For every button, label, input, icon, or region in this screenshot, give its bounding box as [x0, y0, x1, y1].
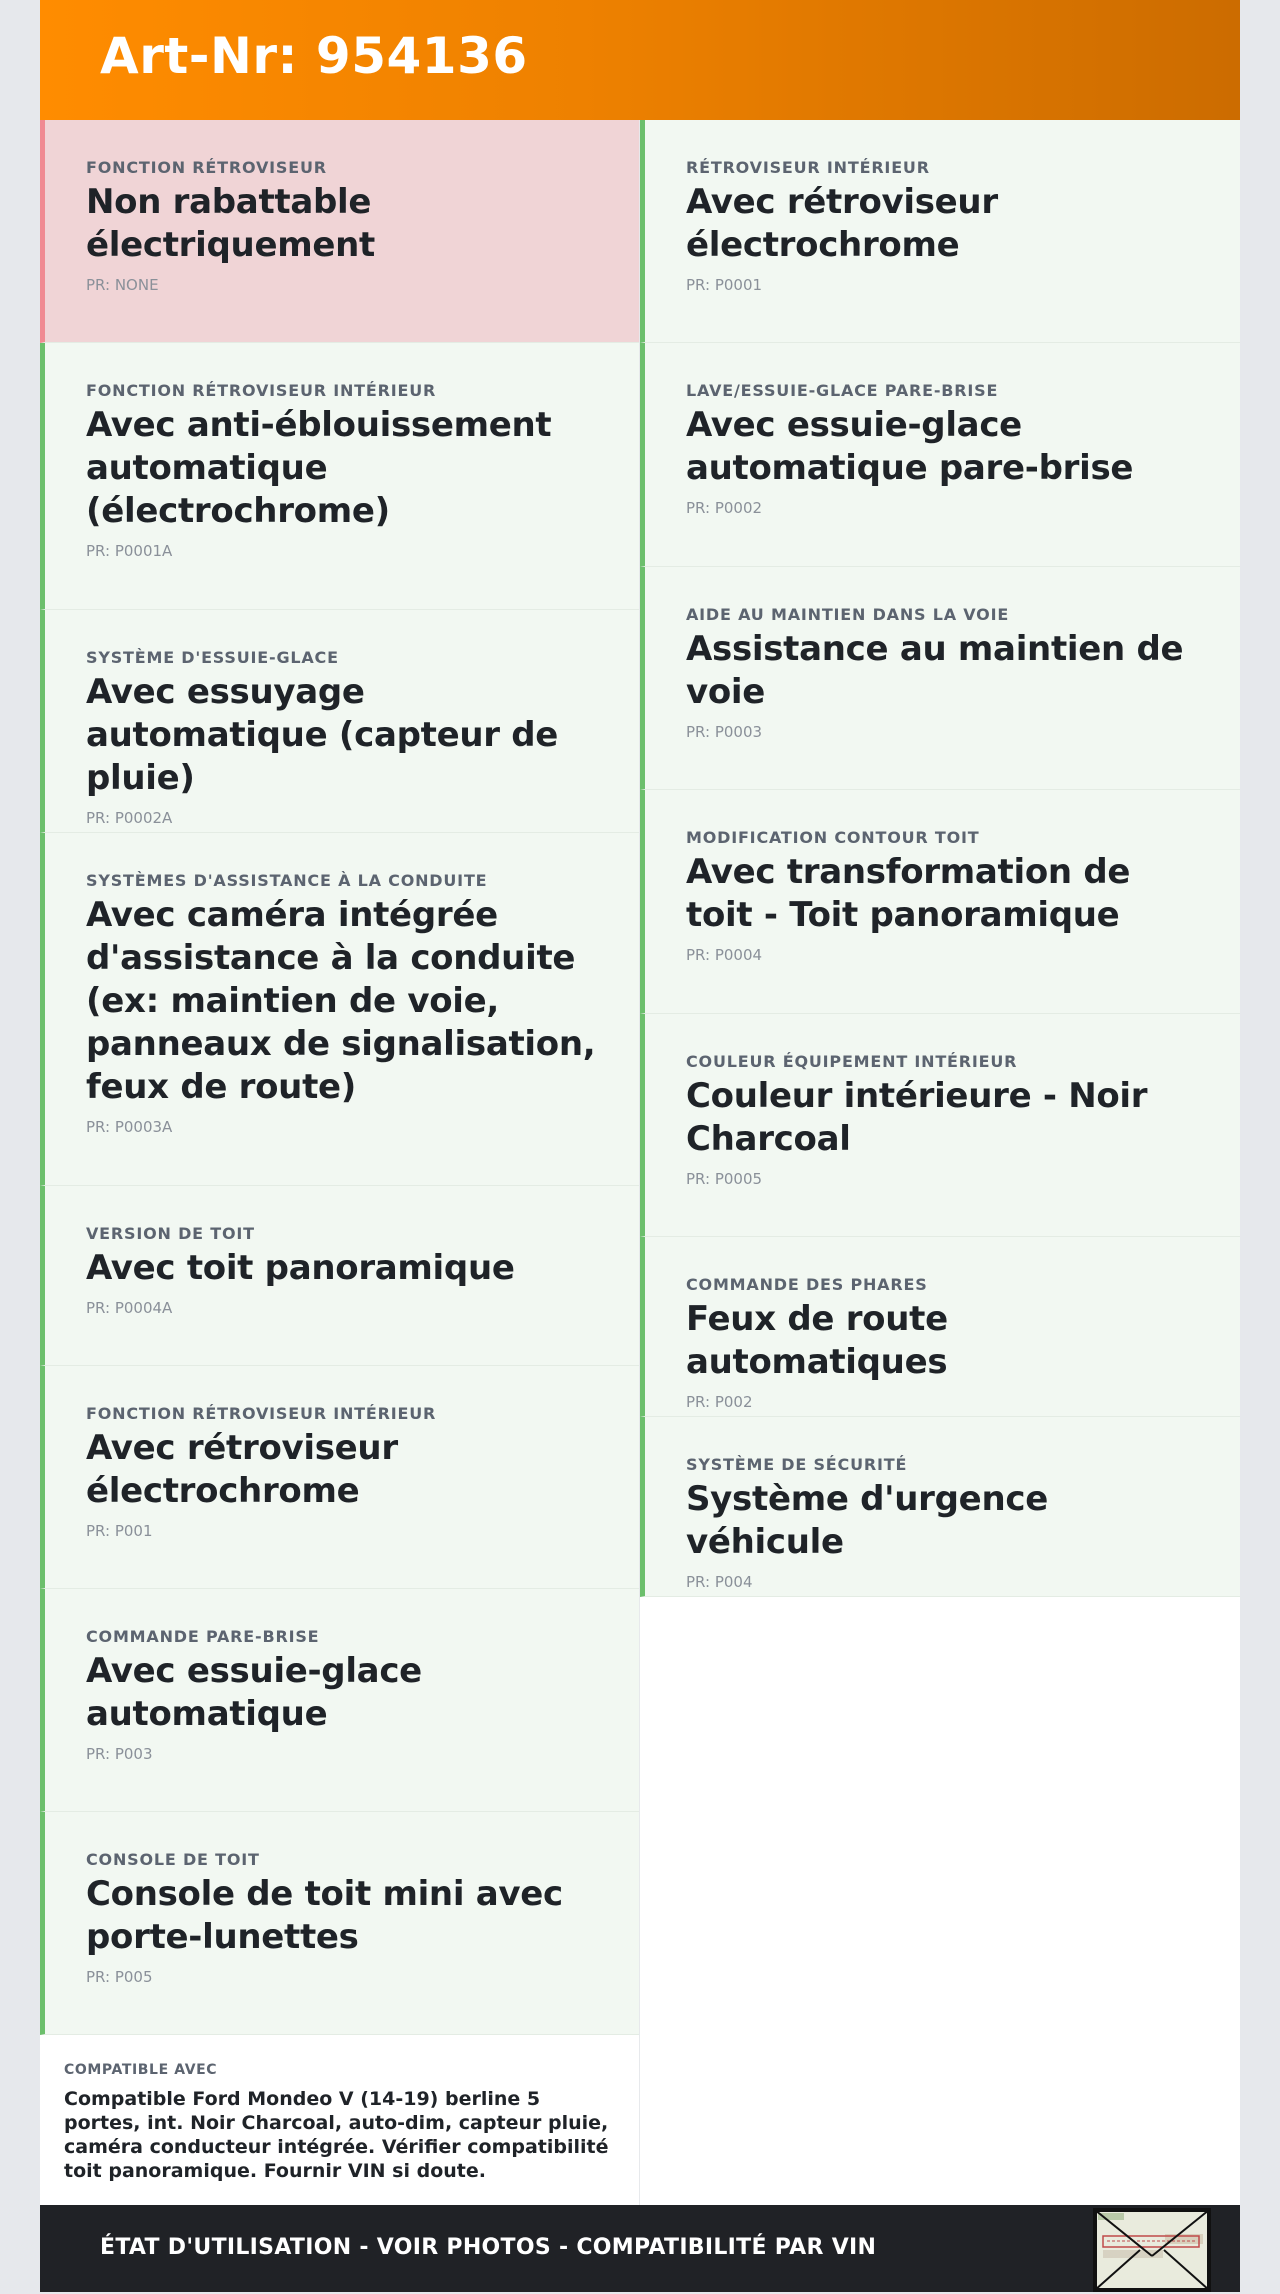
- equipment-pr-code: PR: P0003A: [86, 1118, 173, 1136]
- equipment-pr-code: PR: P001: [86, 1522, 153, 1540]
- equipment-card: [40, 343, 640, 610]
- equipment-card: [40, 833, 640, 1186]
- equipment-pr-code: PR: P004: [686, 1573, 753, 1591]
- compatibility-box: [40, 2035, 640, 2205]
- equipment-value: Avec essuyage automatique (capteur de pluie): [86, 672, 559, 798]
- equipment-pr-code: PR: NONE: [86, 276, 159, 294]
- equipment-category: FONCTION RÉTROVISEUR INTÉRIEUR: [86, 1404, 437, 1423]
- equipment-category: SYSTÈME DE SÉCURITÉ: [686, 1455, 908, 1474]
- equipment-category: MODIFICATION CONTOUR TOIT: [686, 828, 980, 847]
- article-number-title: Art-Nr: 954136: [100, 27, 528, 85]
- equipment-value: Couleur intérieure - Noir Charcoal: [686, 1076, 1148, 1159]
- equipment-card: [40, 1366, 640, 1589]
- equipment-card: [640, 120, 1240, 343]
- equipment-card: [640, 1237, 1240, 1417]
- equipment-value: Avec toit panoramique: [86, 1248, 515, 1288]
- equipment-category: RÉTROVISEUR INTÉRIEUR: [686, 158, 930, 177]
- equipment-pr-code: PR: P0001: [686, 276, 763, 294]
- equipment-card-missing: [40, 120, 640, 343]
- equipment-value: Non rabattable électriquement: [86, 182, 375, 265]
- equipment-pr-code: PR: P0001A: [86, 542, 173, 560]
- footer-text: ÉTAT D'UTILISATION - VOIR PHOTOS - COMPATIBILITÉ PAR VIN: [100, 2235, 877, 2260]
- equipment-pr-code: PR: P0002A: [86, 809, 173, 827]
- equipment-category: AIDE AU MAINTIEN DANS LA VOIE: [686, 605, 1010, 624]
- equipment-card: [640, 1014, 1240, 1237]
- equipment-value: Avec transformation de toit - Toit panoramique: [686, 852, 1131, 935]
- equipment-card: [640, 567, 1240, 790]
- equipment-category: COMMANDE PARE-BRISE: [86, 1627, 320, 1646]
- equipment-value: Avec rétroviseur électrochrome: [86, 1428, 398, 1511]
- equipment-value: Système d'urgence véhicule: [686, 1479, 1048, 1562]
- equipment-value: Avec anti-éblouissement automatique (électrochrome): [86, 405, 552, 531]
- spec-sheet: [40, 0, 1240, 2292]
- header-bar: [40, 0, 1240, 120]
- equipment-value: Feux de route automatiques: [686, 1299, 948, 1382]
- equipment-pr-code: PR: P003: [86, 1745, 153, 1763]
- equipment-card: [40, 610, 640, 833]
- footer-bar: [40, 2205, 1240, 2292]
- equipment-card: [40, 1589, 640, 1812]
- equipment-pr-code: PR: P0003: [686, 723, 763, 741]
- equipment-value: Avec rétroviseur électrochrome: [686, 182, 998, 265]
- equipment-pr-code: PR: P0004A: [86, 1299, 173, 1317]
- equipment-category: CONSOLE DE TOIT: [86, 1850, 260, 1869]
- equipment-category: LAVE/ESSUIE-GLACE PARE-BRISE: [686, 381, 999, 400]
- envelope-stamp-graphic: [1095, 2210, 1209, 2290]
- equipment-pr-code: PR: P0002: [686, 499, 763, 517]
- equipment-card: [40, 1186, 640, 1366]
- compatibility-label: COMPATIBLE AVEC: [64, 2062, 218, 2078]
- equipment-category: COMMANDE DES PHARES: [686, 1275, 928, 1294]
- equipment-card: [40, 1812, 640, 2035]
- equipment-card: [640, 1417, 1240, 1597]
- equipment-category: COULEUR ÉQUIPEMENT INTÉRIEUR: [686, 1052, 1018, 1071]
- compatibility-text: Compatible Ford Mondeo V (14-19) berline 5 portes, int. Noir Charcoal, auto-dim, capteur pluie, caméra conducteur intégrée. Vérifier compatibilité toit panoramique. Fournir VIN si doute.: [64, 2088, 609, 2182]
- equipment-category: SYSTÈME D'ESSUIE-GLACE: [86, 648, 339, 667]
- equipment-pr-code: PR: P002: [686, 1393, 753, 1411]
- equipment-card: [640, 343, 1240, 567]
- equipment-value: Assistance au maintien de voie: [686, 629, 1184, 712]
- postage-stamp-icon: [1093, 2208, 1211, 2292]
- equipment-category: FONCTION RÉTROVISEUR: [86, 158, 327, 177]
- equipment-value: Console de toit mini avec porte-lunettes: [86, 1874, 563, 1957]
- equipment-category: VERSION DE TOIT: [86, 1224, 255, 1243]
- equipment-value: Avec essuie-glace automatique pare-brise: [686, 405, 1134, 488]
- equipment-category: FONCTION RÉTROVISEUR INTÉRIEUR: [86, 381, 437, 400]
- equipment-pr-code: PR: P0004: [686, 946, 763, 964]
- equipment-value: Avec caméra intégrée d'assistance à la conduite (ex: maintien de voie, panneaux de signalisation, feux de route): [86, 895, 596, 1107]
- equipment-pr-code: PR: P005: [86, 1968, 153, 1986]
- equipment-value: Avec essuie-glace automatique: [86, 1651, 422, 1734]
- equipment-card: [640, 790, 1240, 1014]
- equipment-pr-code: PR: P0005: [686, 1170, 763, 1188]
- equipment-category: SYSTÈMES D'ASSISTANCE À LA CONDUITE: [86, 871, 488, 890]
